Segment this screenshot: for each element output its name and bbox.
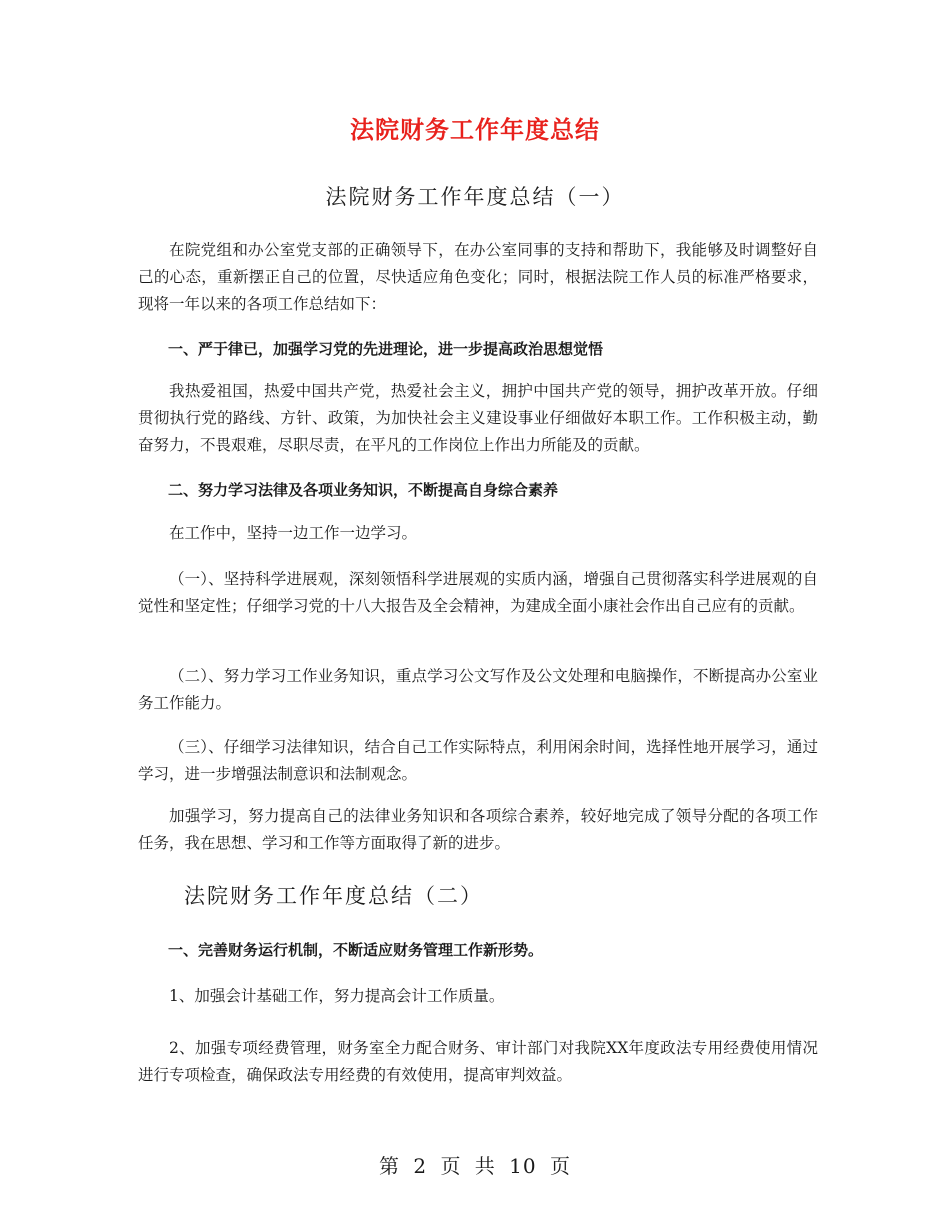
- heading-1: 一、严于律已，加强学习党的先进理论，进一步提高政治思想觉悟: [168, 340, 604, 358]
- paragraph-summary: 加强学习，努力提高自己的法律业务知识和各项综合素养，较好地完成了领导分配的各项工作任务，我在思想、学习和工作等方面取得了新的进步。: [138, 807, 818, 852]
- paragraph-study-intro: 在工作中，坚持一边工作一边学习。: [169, 524, 418, 542]
- paragraph-politics: 我热爱祖国，热爱中国共产党，热爱社会主义，拥护中国共产党的领导，拥护改革开放。仔细贯彻执行党的路线、方针、政策，为加快社会主义建设事业仔细做好本职工作。工作积极主动，勤奋努力，不畏艰难，尽职尽责，在平凡的工作岗位上作出力所能及的贡献。: [138, 382, 818, 454]
- document-title: 法院财务工作年度总结: [350, 116, 600, 144]
- paragraph-funds: 2、加强专项经费管理，财务室全力配合财务、审计部门对我院XX年度政法专用经费使用情况进行专项检查，确保政法专用经费的有效使用，提高审判效益。: [138, 1039, 818, 1084]
- paragraph-accounting: 1、加强会计基础工作，努力提高会计工作质量。: [169, 987, 505, 1005]
- paragraph-item-2: （二）、努力学习工作业务知识，重点学习公文写作及公文处理和电脑操作，不断提高办公室业务工作能力。: [138, 667, 818, 712]
- page-footer: 第 2 页 共 10 页: [379, 1154, 571, 1178]
- paragraph-item-3: （三）、仔细学习法律知识，结合自己工作实际特点，利用闲余时间，选择性地开展学习，通过学习，进一步增强法制意识和法制观念。: [138, 738, 818, 783]
- heading-3: 一、完善财务运行机制，不断适应财务管理工作新形势。: [168, 941, 544, 959]
- paragraph-item-1: （一）、坚持科学进展观，深刻领悟科学进展观的实质内涵，增强自己贯彻落实科学进展观的自觉性和坚定性；仔细学习党的十八大报告及全会精神，为建成全面小康社会作出自己应有的贡献。: [138, 570, 818, 615]
- paragraph-intro: 在院党组和办公室党支部的正确领导下，在办公室同事的支持和帮助下，我能够及时调整好自己的心态，重新摆正自己的位置，尽快适应角色变化；同时，根据法院工作人员的标准严格要求，现将一年以来的各项工作总结如下：: [138, 241, 818, 313]
- section-title-2: 法院财务工作年度总结（二）: [184, 884, 483, 908]
- heading-2: 二、努力学习法律及各项业务知识，不断提高自身综合素养: [168, 481, 559, 499]
- section-title-1: 法院财务工作年度总结（一）: [325, 185, 625, 209]
